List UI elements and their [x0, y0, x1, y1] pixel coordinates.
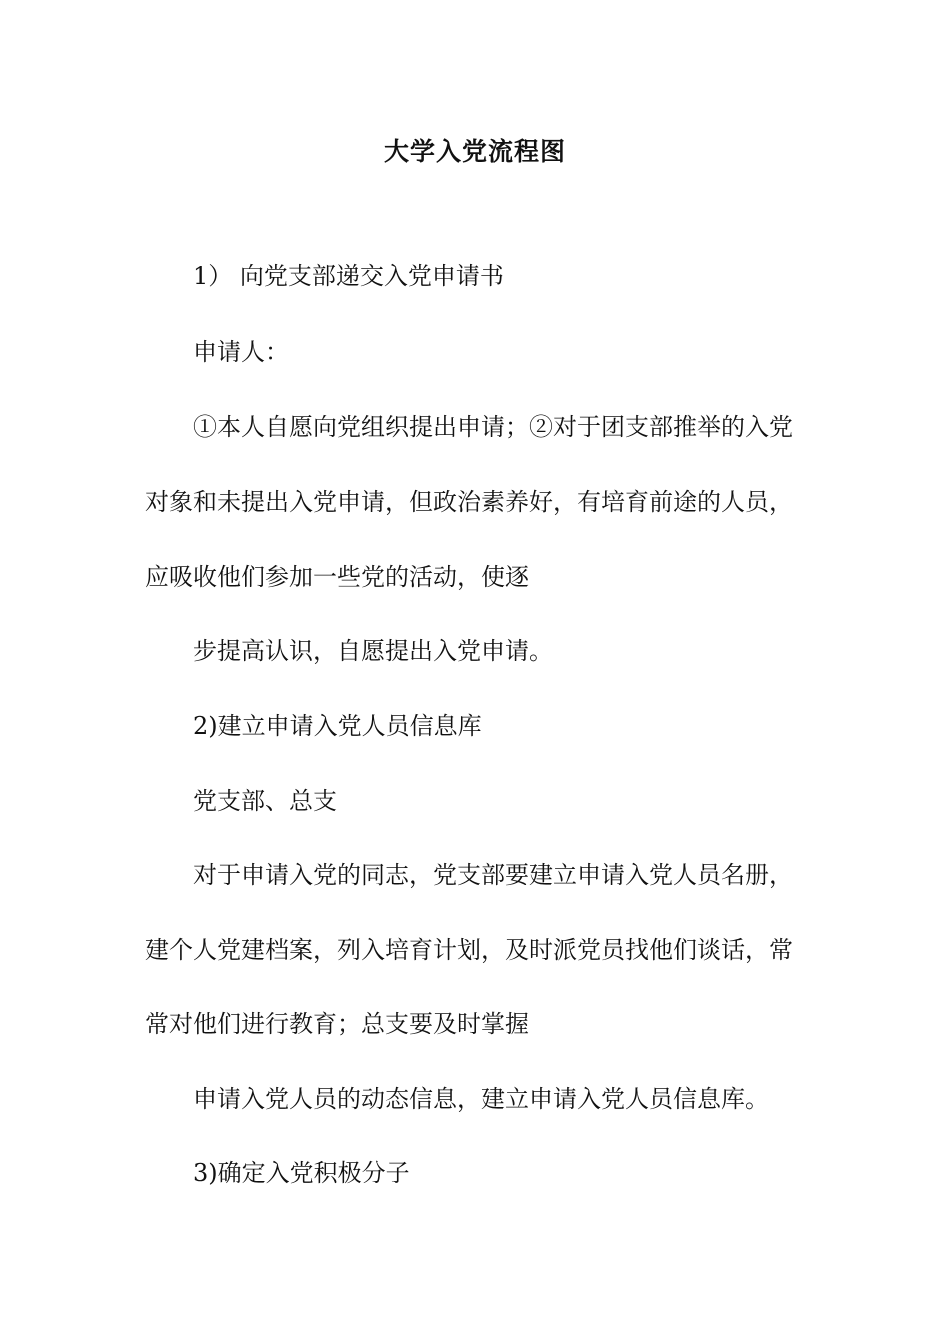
step-1-paragraph-line-2: 对象和未提出入党申请，但政治素养好，有培育前途的人员，	[145, 488, 793, 516]
step-2-paragraph-line-4: 申请入党人员的动态信息，建立申请入党人员信息库。	[193, 1085, 769, 1113]
step-2-paragraph-line-2: 建个人党建档案，列入培育计划，及时派党员找他们谈话，常	[145, 936, 793, 964]
step-2-heading: 2)建立申请入党人员信息库	[193, 712, 482, 740]
step-1-paragraph-line-3: 应吸收他们参加一些党的活动，使逐	[145, 563, 529, 591]
step-2-paragraph-line-3: 常对他们进行教育；总支要及时掌握	[145, 1010, 529, 1038]
step-2-actor: 党支部、总支	[193, 787, 337, 815]
step-2-paragraph-line-1: 对于申请入党的同志，党支部要建立申请入党人员名册，	[193, 861, 793, 889]
step-3-heading: 3)确定入党积极分子	[193, 1159, 410, 1187]
step-1-paragraph-line-1: ①本人自愿向党组织提出申请；②对于团支部推举的入党	[193, 413, 793, 441]
step-1-paragraph-line-4: 步提高认识，自愿提出入党申请。	[193, 637, 553, 665]
document-title: 大学入党流程图	[383, 137, 566, 166]
step-1-heading: 1） 向党支部递交入党申请书	[193, 262, 504, 290]
step-1-actor: 申请人：	[193, 338, 289, 366]
